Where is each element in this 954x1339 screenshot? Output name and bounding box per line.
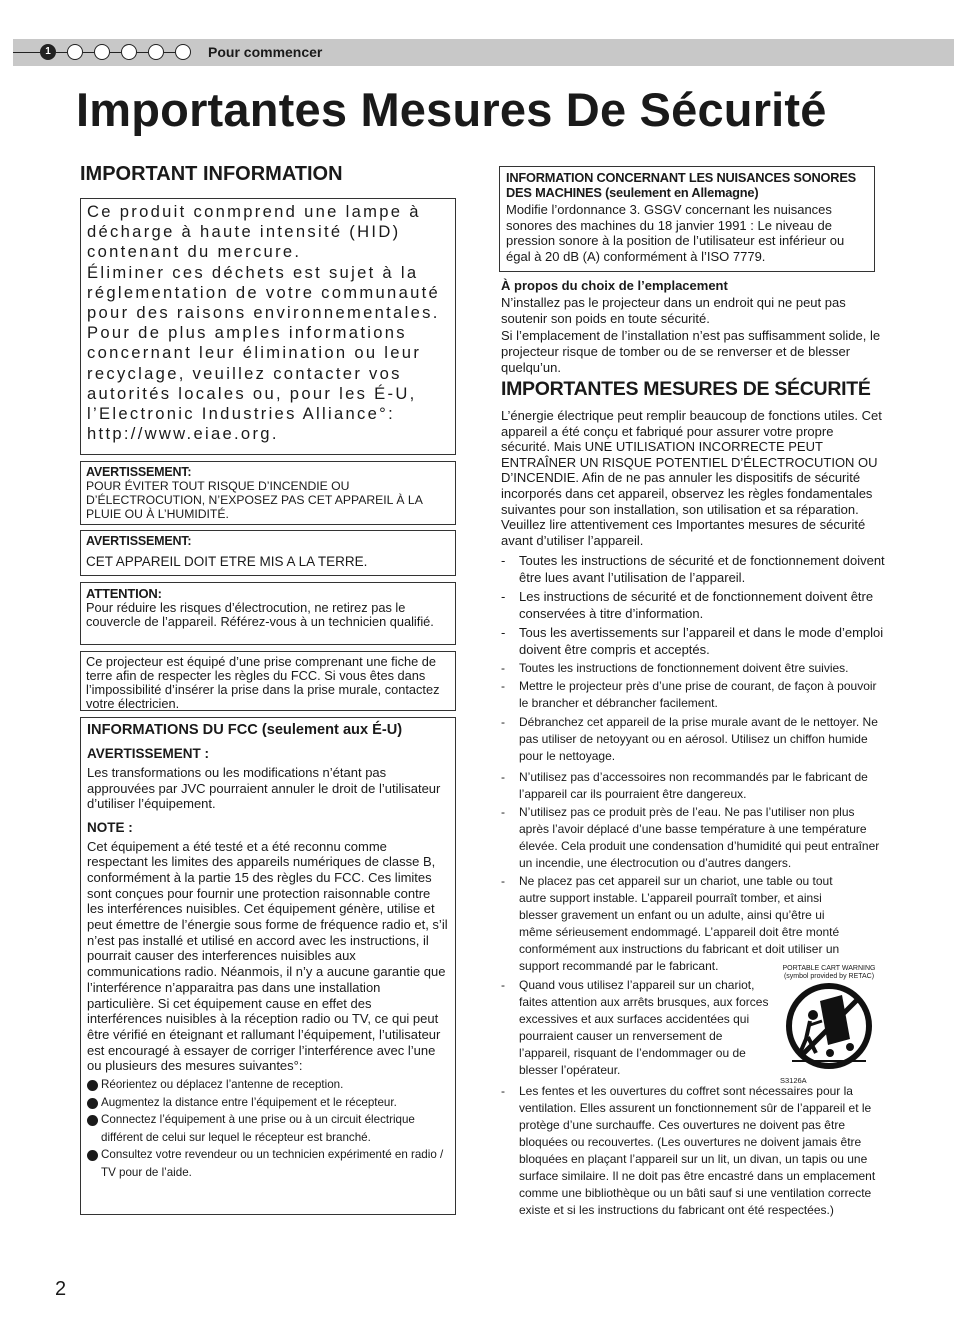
warning-text: POUR ÉVITER TOUT RISQUE D’INCENDIE OU D’ÉLECTROCUTION, N’EXPOSEZ PAS CET APPAREIL À LA PLUIE OU À L’HUMIDITÉ. [86,479,423,521]
measure-text: Consultez votre revendeur ou un technicien expérimenté en radio / TV pour de l’aide. [101,1148,444,1179]
safety-rule-text: Les instructions de sécurité et de fonctionnement doivent être conservées à titre d’information. [519,589,874,621]
safety-rule-text: Mettre le projecteur près d’une prise de courant, de façon à pouvoir le brancher et débrancher facilement. [519,679,877,710]
chapter-marker [175,44,191,60]
safety-rule-text: Quand vous utilisez l’appareil sur un chariot, faites attention aux arrêts brusques, aux forces excessives et aux surfaces accidentées qui pourraient causer un renversement de l’appareil, risquant de l’endommager ou de blesser l’opérateur. [519,978,769,1077]
important-information-heading: IMPORTANT INFORMATION [80,163,343,185]
chapter-connector [164,52,175,53]
chapter-connector [56,52,67,53]
cart-warning-title: PORTABLE CART WARNING [782,965,876,972]
attention-box [80,582,456,645]
dash-marker: - [501,1084,505,1098]
dash-marker: - [501,715,505,729]
fcc-note-text: Cet équipement a été testé et a été reconnu comme respectant les limites des appareils numériques de classe B, conformément à la partie 15 des règles du FCC. Ces limites sont conçues pour fournir une protection raisonnable contre les interférences nuisibles. Cet équipement génère, utilise et peut émettre de l’énergie sous forme de fréquence radio et, s’il n’est pas installé et utilisé en accord avec les instructions, il pourrait causer des interferences nuisibles aux communications radio. Néanmois, il n’y a aucune garantie que l’interférence n’apparaitra pas dans une installation particulière. Si cet équipement cause en effet des interférences nuisibles à la réception radio ou TV, ce qui peut être vérifié en éteignant et rallumant l’équipement, l’utilisateur est encouragé à essayer de corriger l’interférence avec l’une ou plusieurs des mesures suivantes°: [87,838,448,1074]
measure-text: Connectez l’équipement à une prise ou à un circuit électrique différent de celui sur lequel le récepteur est branché. [101,1113,415,1144]
bullet-icon [87,1115,98,1126]
location-section [501,278,881,376]
dash-marker: - [501,553,506,568]
warning-box-fire [80,461,456,525]
hid-lamp-notice-text: Ce produit conmprend une lampe à décharge à haute intensité (HID) contenant du mercure. Éliminer ces déchets est sujet à la réglementation de votre communauté pour des raisons environnementales. Pour de plus amples informations concernant leur élimination ou leur recyclage, veuillez contacter vos autorités locales ou, pour les É-U, l’Electronic Industries Alliance°: http://www.eiae.org. [87,202,441,444]
fcc-warning-title: AVERTISSEMENT : [87,746,210,761]
dash-marker: - [501,679,505,693]
safety-rule-text: Toutes les instructions de fonctionnement doivent être suivies. [519,661,849,675]
fcc-warning-text: Les transformations ou les modifications n’étant pas approuvées par JVC pourraient annuler le droit de l’utilisateur d’utiliser l’équipement. [87,765,441,811]
safety-rule-text: Toutes les instructions de sécurité et de fonctionnement doivent être lues avant l’utilisation de l’appareil. [519,553,885,585]
list-item [87,1076,449,1094]
safety-rule-text: Débranchez cet appareil de la prise murale avant de le nettoyer. Ne pas utiliser de netoyyant ou en aérosol. Utilisez un chiffon humide pour le nettoyage. [519,715,878,763]
attention-title: ATTENTION: [86,586,162,601]
list-item [87,1094,449,1112]
dash-marker: - [501,770,505,784]
attention-text: Pour réduire les risques d’électrocution, ne retirez pas le couvercle de l’appareil. Référez-vous à un technicien qualifié. [86,600,434,629]
safety-heading: IMPORTANTES MESURES DE SÉCURITÉ [501,378,871,400]
portable-cart-warning-graphic [780,965,878,1087]
chapter-marker [121,44,137,60]
safety-rule-text: Les fentes et les ouvertures du coffret sont nécessaires pour la ventilation. Elles assurent un fonctionnement sûr de l’appareil et le protège d’une surchauffe. Ces ouvertures ne doivent pas être bloquées ou recouvertes. (Les ouvertures ne doivent jamais être bloquées en plaçant l’appareil sur un lit, un divan, un tapis ou une surface similaire. Il ne doit pas être encastré dans un emplacement comme une bibliothèque ou un bâti sauf si une ventilation correcte existe et si les instructions du fabricant ont été respectées.) [519,1084,876,1217]
safety-rule-text: N’utilisez pas ce produit près de l’eau. Ne pas l’utiliser non plus après l’avoir déplacé d’une basse température à une température élevée. Cela produit une condensation d’humidité qui peut entraîner un incendie, une électrocution ou d’autres dangers. [519,805,880,870]
noise-information-box [499,166,875,272]
chapter-connector [137,52,148,53]
chapter-marker [94,44,110,60]
page-title: Importantes Mesures De Sécurité [76,83,827,136]
chapter-marker [67,44,83,60]
list-item [87,1111,449,1146]
dash-marker: - [501,661,505,675]
measure-text: Réorientez ou déplacez l’antenne de reception. [101,1078,344,1092]
noise-title: INFORMATION CONCERNANT LES NUISANCES SONORES DES MACHINES (seulement en Allemagne) [506,170,857,200]
cart-warning-label [780,965,878,981]
safety-intro-text: L’énergie électrique peut remplir beaucoup de fonctions utiles. Cet appareil a été conçu et fabriqué pour assurer votre propre sécurité. Mais UNE UTILISATION INCORRECTE PEUT ENTRAÎNER UN RISQUE POTENTIEL D’ÉLECTROCUTION OU D’INCENDIE. Afin de ne pas annuler les dispositifs de sécurité incorporés dans cet appareil, observez les règles fondamentales suivantes pour son installation, son utilisation et sa réparation. Veuillez lire attentivement ces Importantes mesures de sécurité avant d’utiliser l’appareil. [501,408,882,548]
bullet-icon [87,1080,98,1091]
dash-marker: - [501,625,506,640]
warning-box-ground [80,530,456,576]
warning-text: CET APPAREIL DOIT ETRE MIS A LA TERRE. [86,554,368,569]
warning-title: AVERTISSEMENT: [86,465,192,479]
header-rule [13,52,43,53]
measure-text: Augmentez la distance entre l’équipement et le récepteur. [101,1095,397,1109]
dash-marker: - [501,978,505,992]
cart-warning-source: (symbol provided by RETAC) [783,973,875,980]
chapter-connector [110,52,121,53]
safety-rule-text: N’utilisez pas d’accessoires non recommandés par le fabricant de l’appareil car ils pourraient être dangereux. [519,770,868,801]
chapter-marker [148,44,164,60]
noise-text: Modifie l’ordonnance 3. GSGV concernant les nuisances sonores des machines du 18 janvier 1991 : Le niveau de pression sonore à la position de l’utilisateur est inférieur ou égal à 20 dB (A) conformément à l’ISO 7779. [506,202,845,265]
chapter-marker-active: 1 [40,44,56,60]
section-label: Pour commencer [208,44,323,60]
dash-marker: - [501,805,505,819]
chapter-connector [83,52,94,53]
dash-marker: - [501,589,506,604]
cart-tip-over-icon [780,981,878,1071]
dash-marker: - [501,874,505,888]
warning-title: AVERTISSEMENT: [86,534,192,548]
bullet-icon [87,1098,98,1109]
cart-warning-code: S3126A [780,1076,807,1085]
hid-lamp-notice-box [80,198,456,455]
safety-rule-text: Ne placez pas cet appareil sur un chariot, une table ou tout autre support instable. L’appareil pourraît tomber, et ainsi blesser gravement un enfant ou un adulte, ainsi qu’être ui même sérieusement endommagé. L’appareil doit être monté conformément aux instructions du fabricant et doit utiliser un support recommandé par le fabricant. [519,874,840,973]
fcc-note-title: NOTE : [87,819,133,835]
list-item [87,1146,449,1181]
fcc-information-box [80,717,456,1215]
safety-rule-text: Tous les avertissements sur l’appareil et dans le mode d’emploi doivent être compris et acceptés. [519,625,884,657]
page-number: 2 [55,1278,67,1300]
location-title: À propos du choix de l’emplacement [501,278,728,293]
bullet-icon [87,1150,98,1161]
fcc-title: INFORMATIONS DU FCC (seulement aux É-U) [87,722,403,738]
fcc-measures-list [87,1076,449,1181]
grounding-plug-notice-box [80,651,456,711]
grounding-plug-notice-text: Ce projecteur est équipé d’une prise comprenant une fiche de terre afin de respecter les règles du FCC. Si vous êtes dans l’impossibilité d’insérer la prise dans la prise murale, contactez votre électricien. [86,654,440,711]
location-text: N’installez pas le projecteur dans un endroit qui ne peut pas soutenir son poids en toute sécurité. Si l’emplacement de l’installation n’est pas suffisamment solide, le projecteur risque de tomber ou de se renverser et de blesser quelqu’un. [501,295,881,376]
